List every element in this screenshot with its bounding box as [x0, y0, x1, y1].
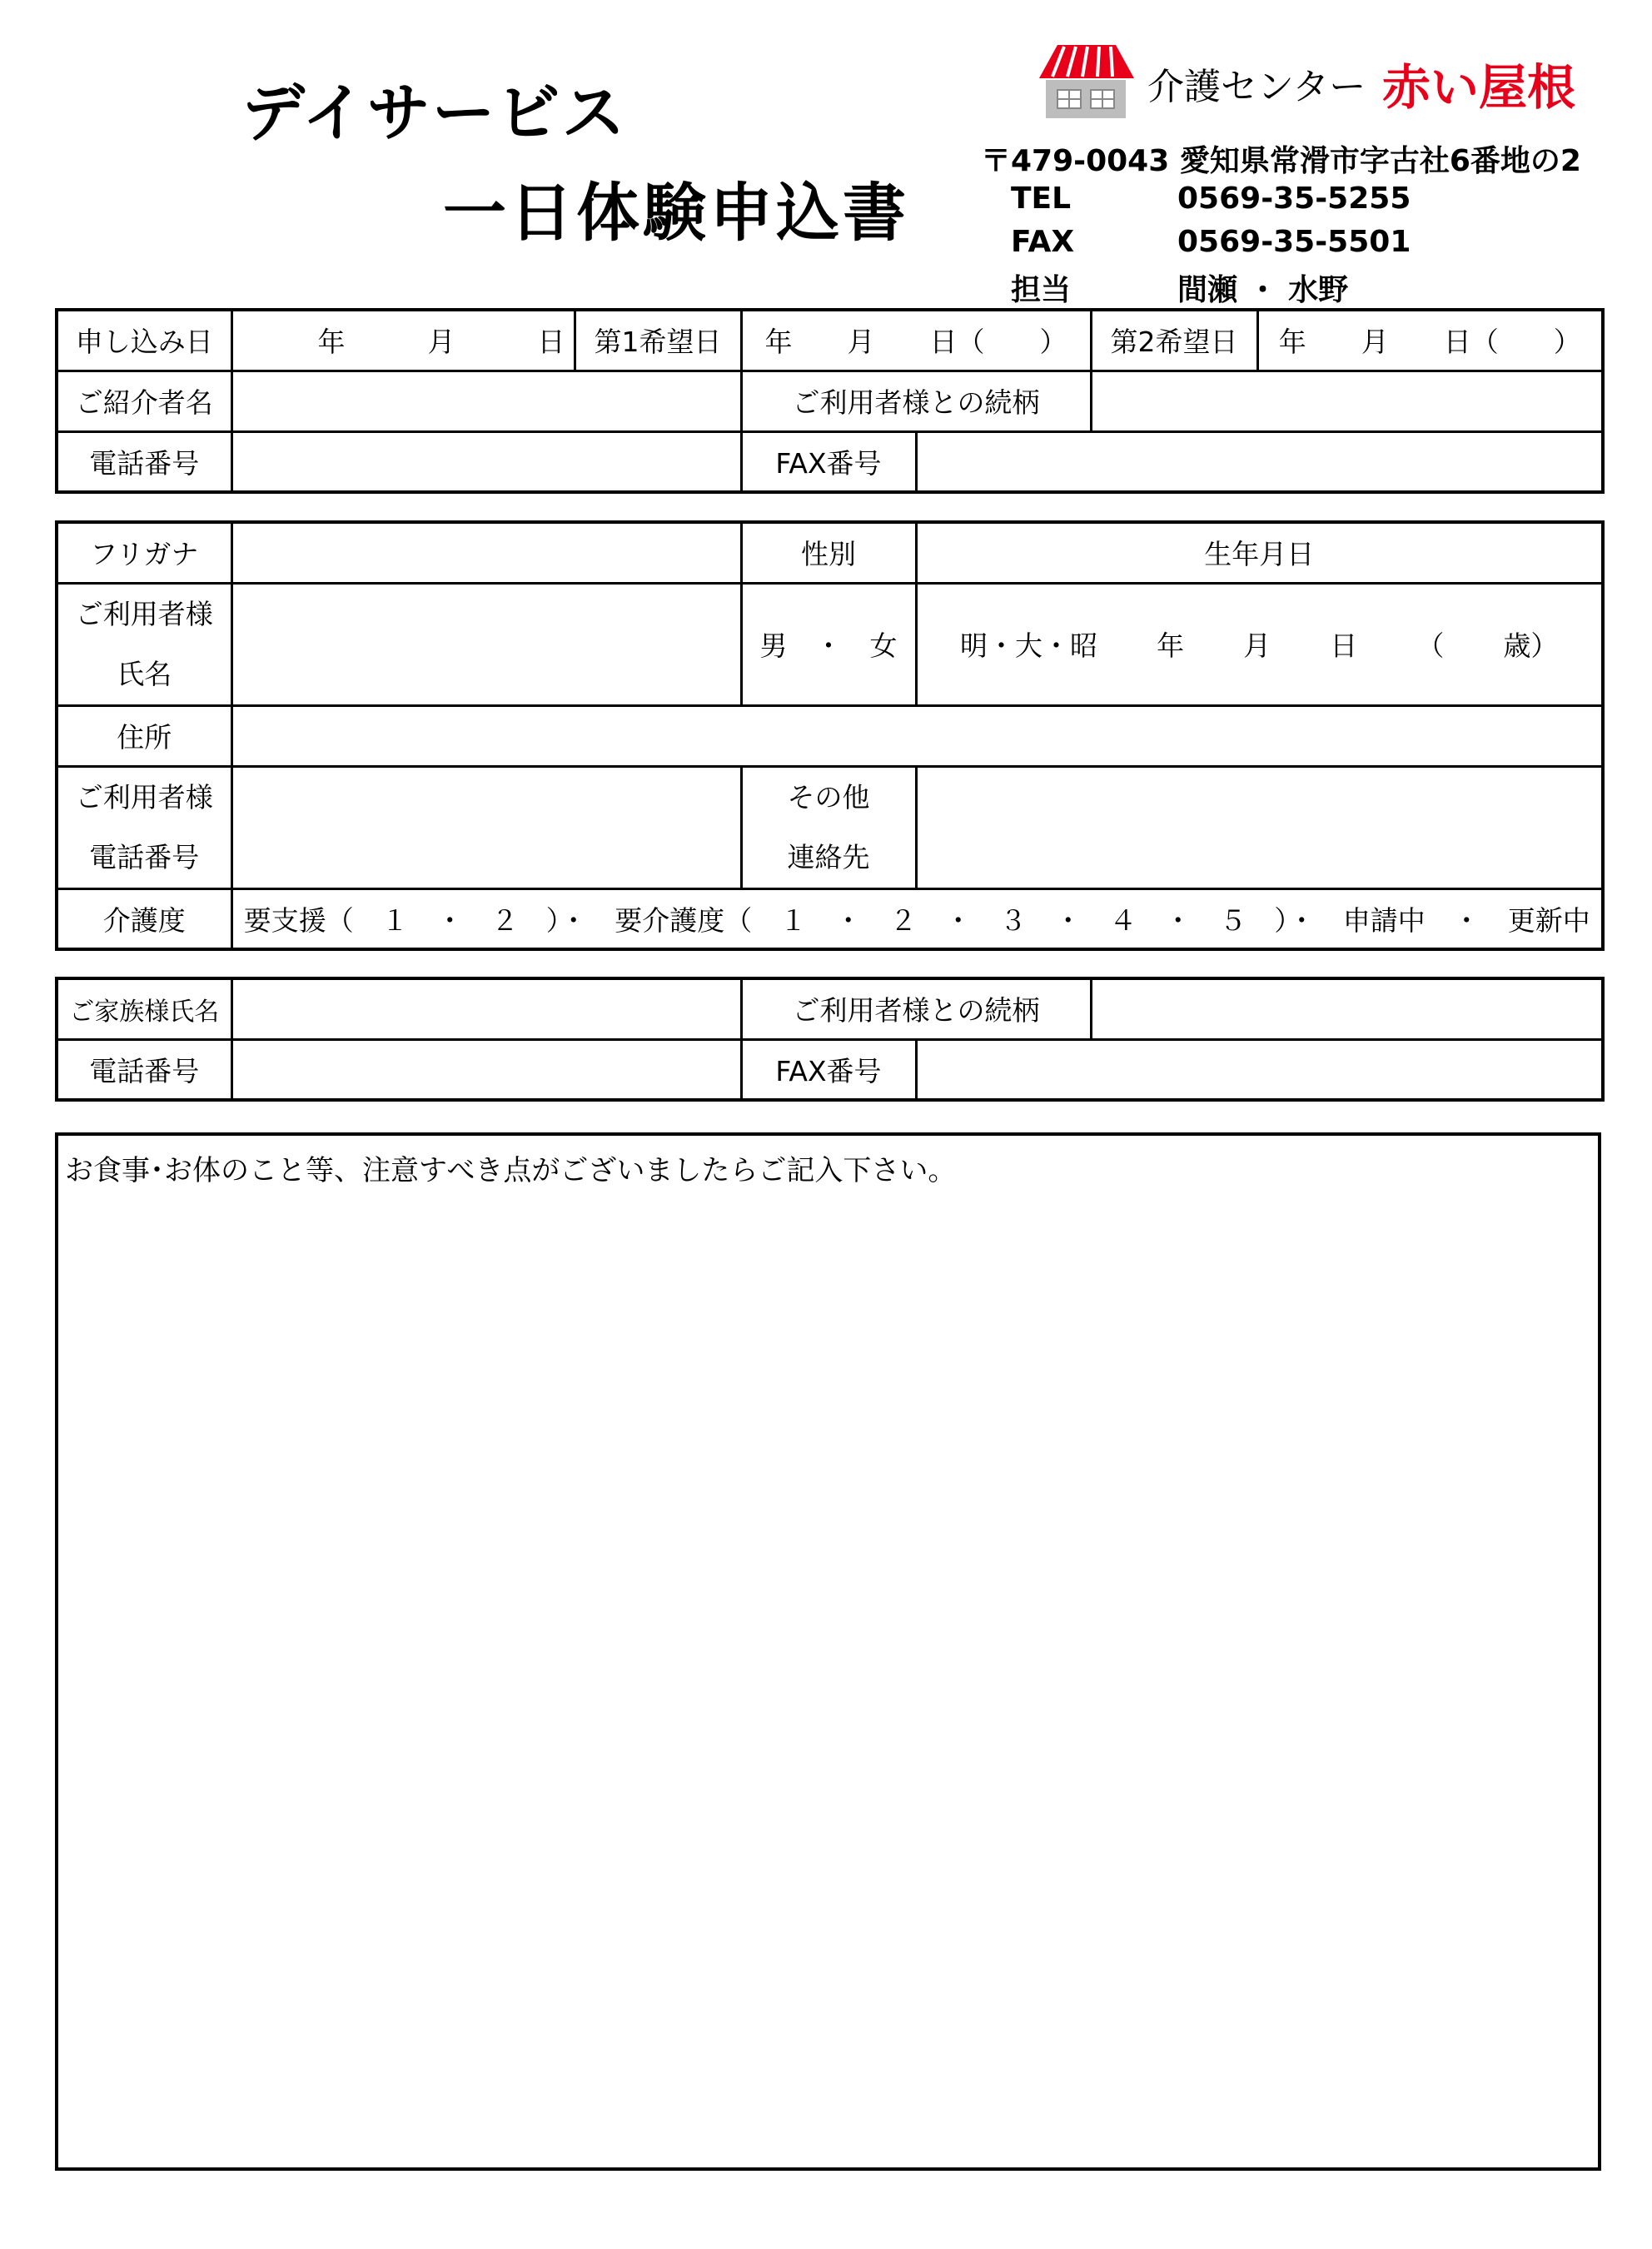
form-title-line1: デイサービス: [241, 76, 627, 150]
wish1-date-field[interactable]: [741, 310, 1091, 371]
care-level-options[interactable]: 要支援（ １ ・ ２ ）・ 要介護度（ １ ・ ２ ・ ３ ・ ４ ・ ５ ）・ 申請中 ・ 更新中: [231, 888, 1603, 949]
other-contact-field[interactable]: [916, 766, 1603, 888]
family-fax-label: FAX番号: [741, 1039, 916, 1100]
fax-label: FAX: [1011, 225, 1075, 259]
wish2-date-field[interactable]: [1257, 310, 1603, 371]
other-contact-label-line2: 連絡先: [787, 840, 870, 873]
gender-label: 性別: [741, 522, 916, 583]
company-logo: [1032, 43, 1599, 118]
referrer-fax-label: FAX番号: [741, 431, 916, 492]
brand-name: 赤い屋根: [1382, 59, 1576, 116]
wish2-date-pattern: 年 月 日（ ）: [1278, 326, 1581, 359]
birth-day: 日: [1330, 629, 1358, 662]
referrer-relation-label: ご利用者様との続柄: [741, 371, 1091, 431]
gender-options[interactable]: 男 ・ 女: [741, 583, 916, 705]
apply-date-pattern: 年 月 日: [317, 326, 565, 359]
notes-box[interactable]: [55, 1132, 1601, 2171]
family-name-field[interactable]: [231, 978, 741, 1039]
application-table: [55, 308, 1605, 494]
referrer-phone-field[interactable]: [231, 431, 741, 492]
house-icon: [1032, 43, 1137, 120]
user-phone-label: [57, 766, 231, 888]
user-phone-label-line2: 電話番号: [89, 840, 200, 873]
apply-date-field[interactable]: [231, 310, 575, 371]
referrer-field[interactable]: [231, 371, 741, 431]
referrer-fax-field[interactable]: [916, 431, 1603, 492]
family-table: [55, 977, 1605, 1102]
furigana-label: フリガナ: [57, 522, 231, 583]
birth-year: 年: [1157, 629, 1185, 662]
user-phone-field[interactable]: [231, 766, 741, 888]
user-name-field[interactable]: [231, 583, 741, 705]
user-info-table: [55, 520, 1605, 951]
notes-prompt: お食事･お体のこと等、注意すべき点がございましたらご記入下さい。: [65, 1154, 957, 1187]
user-phone-label-line1: ご利用者様: [75, 780, 213, 814]
tel-value: 0569-35-5255: [1177, 182, 1411, 216]
form-title-line2: 一日体験申込書: [443, 176, 909, 250]
birth-month: 月: [1243, 629, 1271, 662]
birthdate-field[interactable]: [916, 583, 1603, 705]
fax-value: 0569-35-5501: [1177, 225, 1411, 259]
care-level-label: 介護度: [57, 888, 231, 949]
other-contact-label-line1: その他: [787, 780, 870, 814]
referrer-label: ご紹介者名: [57, 371, 231, 431]
user-name-label-line2: 氏名: [117, 657, 172, 690]
wish1-date-pattern: 年 月 日（ ）: [764, 326, 1067, 359]
apply-date-label: 申し込み日: [57, 310, 231, 371]
staff-label: 担当: [1011, 273, 1072, 307]
wish1-label: 第1希望日: [575, 310, 741, 371]
address: 〒479-0043 愛知県常滑市字古社6番地の2: [981, 144, 1581, 178]
birth-age-open: （: [1416, 629, 1445, 662]
other-contact-label: [741, 766, 916, 888]
birth-age-close: 歳）: [1503, 629, 1559, 662]
staff-value: 間瀬 ・ 水野: [1177, 273, 1349, 307]
company-name: 介護センター: [1147, 66, 1366, 108]
family-phone-label: 電話番号: [57, 1039, 231, 1100]
family-relation-label: ご利用者様との続柄: [741, 978, 1091, 1039]
birth-era: 明・大・昭: [960, 629, 1098, 662]
family-name-label: ご家族様氏名: [57, 978, 231, 1039]
family-fax-field[interactable]: [916, 1039, 1603, 1100]
user-name-label: [57, 583, 231, 705]
tel-label: TEL: [1011, 182, 1072, 216]
referrer-phone-label: 電話番号: [57, 431, 231, 492]
wish2-label: 第2希望日: [1091, 310, 1257, 371]
address-field[interactable]: [231, 705, 1603, 766]
family-relation-field[interactable]: [1091, 978, 1603, 1039]
family-phone-field[interactable]: [231, 1039, 741, 1100]
furigana-field[interactable]: [231, 522, 741, 583]
referrer-relation-field[interactable]: [1091, 371, 1603, 431]
birthdate-label: 生年月日: [916, 522, 1603, 583]
user-name-label-line1: ご利用者様: [75, 597, 213, 630]
address-label: 住所: [57, 705, 231, 766]
